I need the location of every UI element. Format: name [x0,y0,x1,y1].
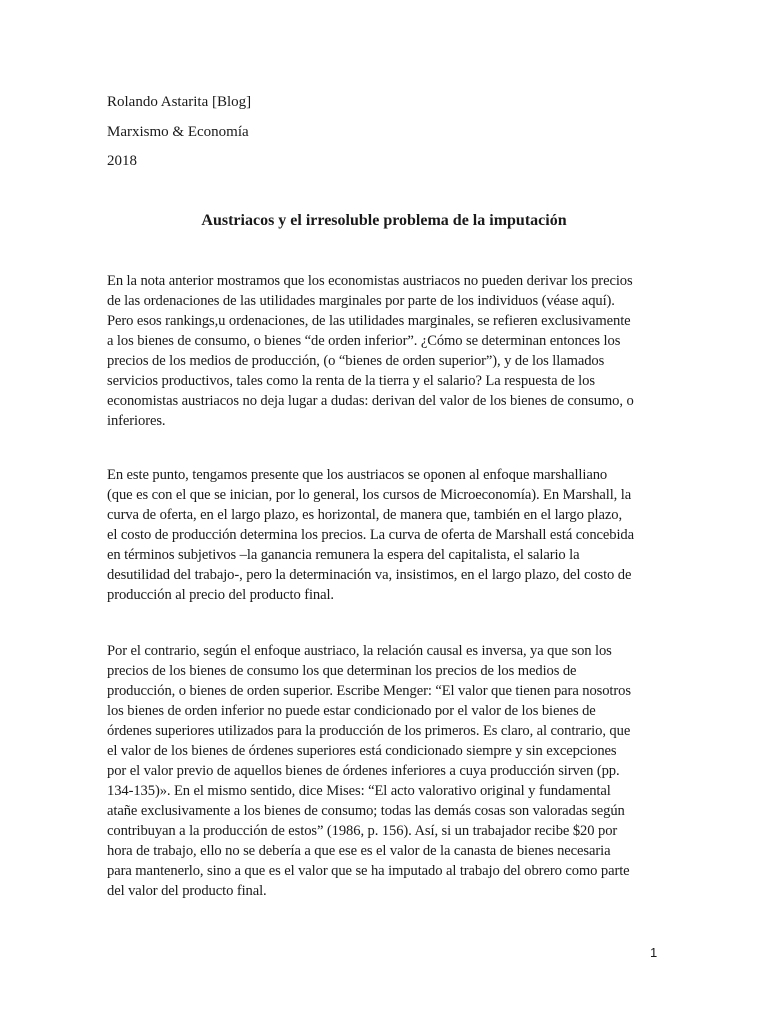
paragraph-line: precios de los medios de producción, (o “bienes de orden superior”), y de los llamados [107,353,605,369]
paragraph-line: producción, o bienes de orden superior. Escribe Menger: “El valor que tienen para nosotros [107,683,631,699]
paragraph-line: desutilidad del trabajo-, pero la determinación va, insistimos, en el largo plazo, del costo de [107,567,632,583]
article-title: Austriacos y el irresoluble problema de la imputación [201,212,567,229]
paragraph-2 [107,465,667,605]
paragraph-line: atañe exclusivamente a los bienes de consumo; todas las demás cosas son valoradas según [107,803,625,819]
paragraph-line: hora de trabajo, ello no se debería a que ese es el valor de la canasta de bienes necesaria [107,843,611,859]
paragraph-1 [107,271,667,431]
paragraph-line: precios de los bienes de consumo los que determinan los precios de los medios de [107,663,577,679]
author-line: Rolando Astarita [Blog] [107,94,252,110]
page-number: 1 [650,945,658,960]
paragraph-line: para mantenerlo, sino a que es el valor que se ha imputado al trabajo del obrero como parte [107,863,630,879]
paragraph-line: el valor de los bienes de órdenes superiores está condicionado siempre y sin excepciones [107,743,617,759]
year-line: 2018 [107,153,137,169]
paragraph-line: servicios productivos, tales como la renta de la tierra y el salario? La respuesta de los [107,373,595,389]
paragraph-3 [107,641,667,901]
paragraph-line: de las ordenaciones de las utilidades marginales por parte de los individuos (véase aquí). [107,293,615,309]
paragraph-line: Por el contrario, según el enfoque austriaco, la relación causal es inversa, ya que son los [107,643,612,659]
paragraph-line: del valor del producto final. [107,883,267,899]
paragraph-line: Pero esos rankings,u ordenaciones, de las utilidades marginales, se refieren exclusivamente [107,313,631,329]
publication-line: Marxismo & Economía [107,124,249,140]
paragraph-line: el costo de producción determina los precios. La curva de oferta de Marshall está concebida [107,527,635,543]
paragraph-line: los bienes de orden inferior no puede estar condicionado por el valor de los bienes de [107,703,596,719]
paragraph-line: contribuyan a la producción de estos” (1986, p. 156). Así, si un trabajador recibe $20 por [107,823,618,839]
paragraph-line: (que es con el que se inician, por lo general, los cursos de Microeconomía). En Marshall, la [107,487,632,503]
paragraph-line: inferiores. [107,413,166,429]
paragraph-line: economistas austriacos no deja lugar a dudas: derivan del valor de los bienes de consumo, o [107,393,634,409]
paragraph-line: por el valor previo de aquellos bienes de órdenes inferiores a cuya producción sirven (pp. [107,763,620,779]
paragraph-line: a los bienes de consumo, o bienes “de orden inferior”. ¿Cómo se determinan entonces los [107,333,621,349]
paragraph-line: 134-135)». En el mismo sentido, dice Mises: “El acto valorativo original y fundamental [107,783,611,799]
paragraph-line: curva de oferta, en el largo plazo, es horizontal, de manera que, también en el largo plazo, [107,507,623,523]
paragraph-line: En la nota anterior mostramos que los economistas austriacos no pueden derivar los precios [107,273,633,289]
paragraph-line: En este punto, tengamos presente que los austriacos se oponen al enfoque marshalliano [107,467,608,483]
paragraph-line: en términos subjetivos –la ganancia remunera la espera del capitalista, el salario la [107,547,580,563]
paragraph-line: producción al precio del producto final. [107,587,334,603]
paragraph-line: órdenes superiores utilizados para la producción de los primeros. Es claro, al contrario, que [107,723,631,739]
